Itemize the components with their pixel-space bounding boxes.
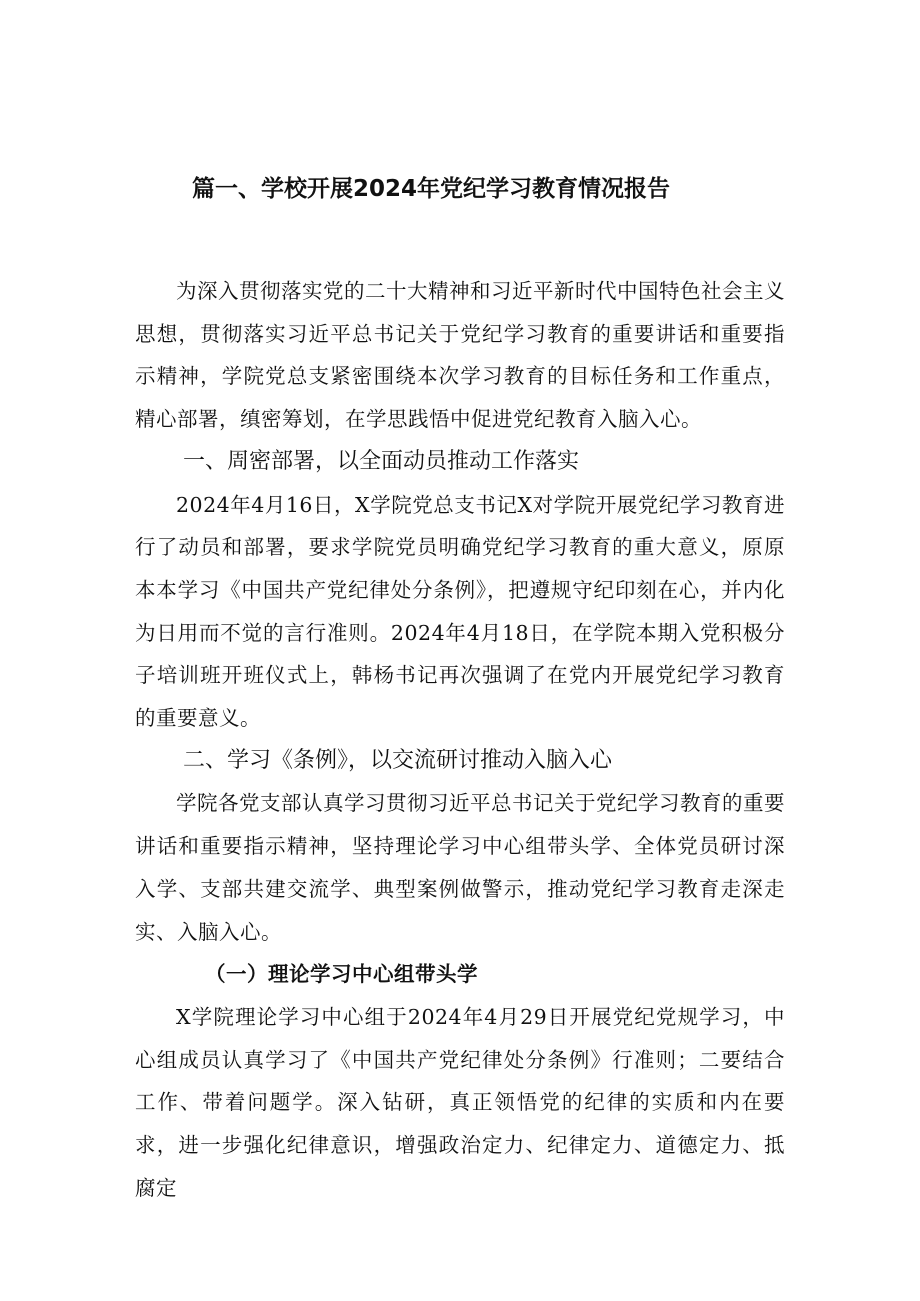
subsection-1-heading: （一）理论学习中心组带头学 — [205, 962, 478, 987]
section-1-heading: 一、周密部署，以全面动员推动工作落实 — [183, 448, 580, 474]
section-1-paragraph: 2024年4月16日，X学院党总支书记X对学院开展党纪学习教育进行了动员和部署，要求学院党员明确党纪学习教育的重大意义，原原本本学习《中国共产党纪律处分条例》，把遵规守纪印刻在心，并内化为日用而不觉的言行准则。2024年4月18日，在学院本期入党积极分子培训班开班仪式上，韩杨书记再次强调了在党内开展党纪学习教育的重要意义。 — [135, 492, 785, 731]
document-title: 篇一、学校开展2024年党纪学习教育情况报告 — [192, 176, 671, 202]
intro-paragraph: 为深入贯彻落实党的二十大精神和习近平新时代中国特色社会主义思想，贯彻落实习近平总书记关于党纪学习教育的重要讲话和重要指示精神，学院党总支紧密围绕本次学习教育的目标任务和工作重点，精心部署，缜密筹划，在学思践悟中促进党纪教育入脑入心。 — [135, 279, 785, 432]
document-body — [135, 270, 785, 1209]
section-2-heading: 二、学习《条例》，以交流研讨推动入脑入心 — [183, 747, 613, 773]
section-2-paragraph: 学院各党支部认真学习贯彻习近平总书记关于党纪学习教育的重要讲话和重要指示精神，坚持理论学习中心组带头学、全体党员研讨深入学、支部共建交流学、典型案例做警示，推动党纪学习教育走深走实、入脑入心。 — [135, 791, 785, 944]
subsection-1-paragraph: X学院理论学习中心组于2024年4月29日开展党纪党规学习，中心组成员认真学习了《中国共产党纪律处分条例》行准则；二要结合工作、带着问题学。深入钻研，真正领悟党的纪律的实质和内在要求，进一步强化纪律意识，增强政治定力、纪律定力、道德定力、抵腐定 — [135, 1004, 785, 1200]
